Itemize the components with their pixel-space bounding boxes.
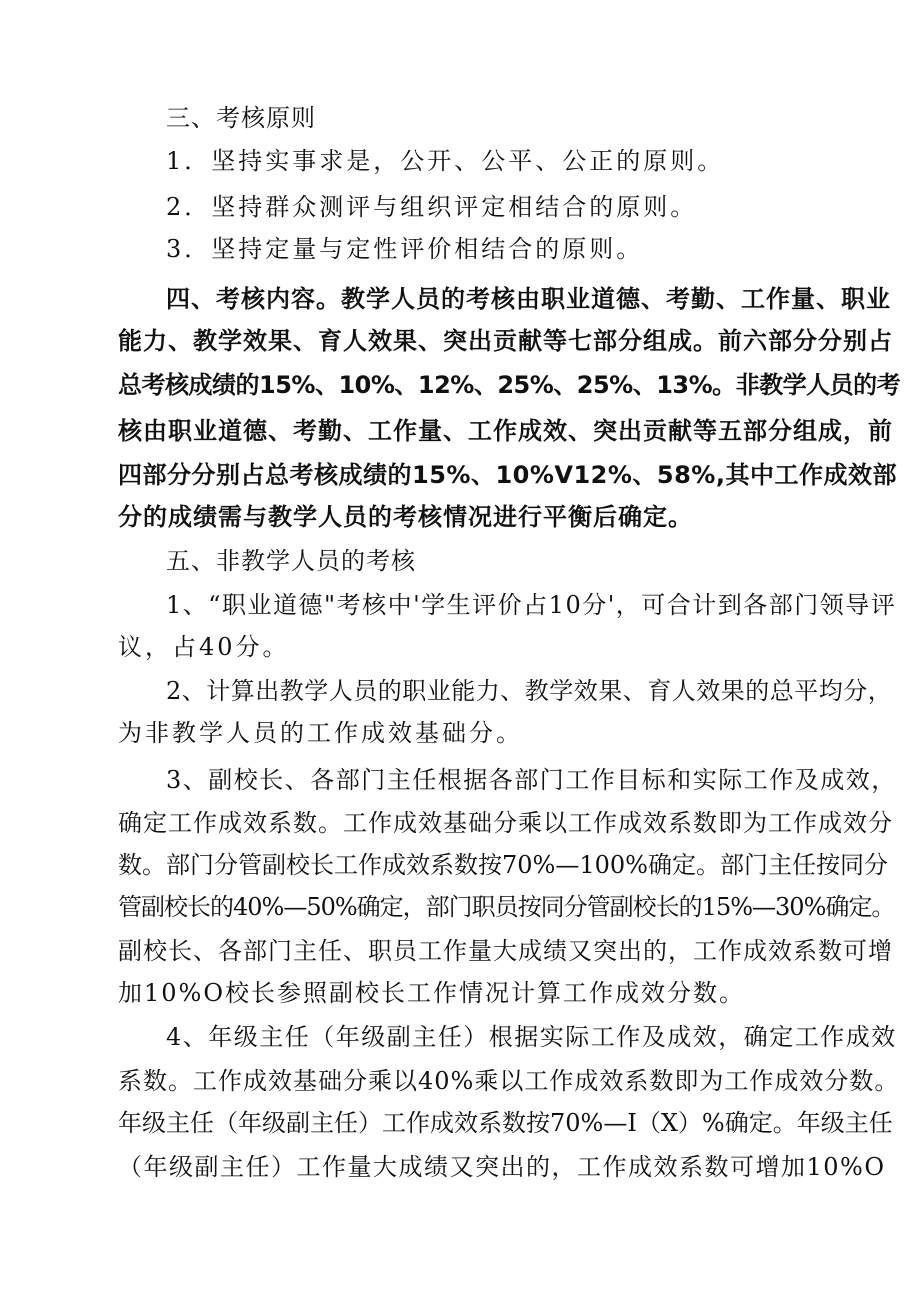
section-4-line-5: 四部分分别占总考核成绩的15%、10%V12%、58%,其中工作成效部 (118, 461, 897, 489)
section-5-item-3-line-6: 加10%O校长参照副校长工作情况计算工作成效分数。 (118, 979, 746, 1007)
section-3-item-1: 1．坚持实事求是，公开、公平、公正的原则。 (166, 147, 725, 175)
section-5-item-4-line-1: 4、年级主任（年级副主任）根据实际工作及成效，确定工作成效 (166, 1023, 897, 1051)
section-4-line-6: 分的成绩需与教学人员的考核情况进行平衡后确定。 (118, 503, 693, 531)
section-5-heading: 五、非教学人员的考核 (166, 547, 416, 575)
section-3-heading: 三、考核原则 (166, 104, 316, 132)
section-4-line-4: 核由职业道德、考勤、工作量、工作成效、突出贡献等五部分组成，前 (118, 417, 893, 445)
section-4-line-1: 四、考核内容。教学人员的考核由职业道德、考勤、工作量、职业 (166, 285, 891, 313)
section-5-item-3-line-1: 3、副校长、各部门主任根据各部门工作目标和实际工作及成效， (166, 766, 897, 794)
section-5-item-3-line-3: 数。部门分管副校长工作成效系数按70%—100%确定。部门主任按同分 (118, 851, 888, 879)
section-5-item-2-line-1: 2、计算出教学人员的职业能力、教学效果、育人效果的总平均分， (166, 677, 893, 705)
section-5-item-4-line-4: （年级副主任）工作量大成绩又突出的，工作成效系数可增加10%O (118, 1153, 886, 1181)
section-5-item-4-line-3: 年级主任（年级副主任）工作成效系数按70%—I（X）%确定。年级主任 (118, 1109, 893, 1137)
section-5-item-1-line-1: 1、“职业道德"考核中'学生评价占10分'，可合计到各部门领导评 (166, 591, 897, 619)
section-5-item-1-line-2: 议，占40分。 (118, 633, 290, 661)
section-4-line-3: 总考核成绩的15%、10%、12%、25%、25%、13%。非教学人员的考 (118, 371, 901, 399)
section-5-item-4-line-2: 系数。工作成效基础分乘以40%乘以工作成效系数即为工作成效分数。 (118, 1067, 900, 1095)
section-3-item-3: 3．坚持定量与定性评价相结合的原则。 (166, 235, 644, 263)
section-5-item-3-line-2: 确定工作成效系数。工作成效基础分乘以工作成效系数即为工作成效分 (118, 809, 893, 837)
section-3-item-2: 2．坚持群众测评与组织评定相结合的原则。 (166, 193, 698, 221)
section-5-item-3-line-4: 管副校长的40%—50%确定，部门职员按同分管副校长的15%—30%确定。 (118, 893, 895, 921)
section-5-item-3-line-5: 副校长、各部门主任、职员工作量大成绩又突出的，工作成效系数可增 (118, 937, 893, 965)
section-5-item-2-line-2: 为非教学人员的工作成效基础分。 (118, 719, 523, 747)
section-4-line-2: 能力、教学效果、育人效果、突出贡献等七部分组成。前六部分分别占 (118, 327, 893, 355)
